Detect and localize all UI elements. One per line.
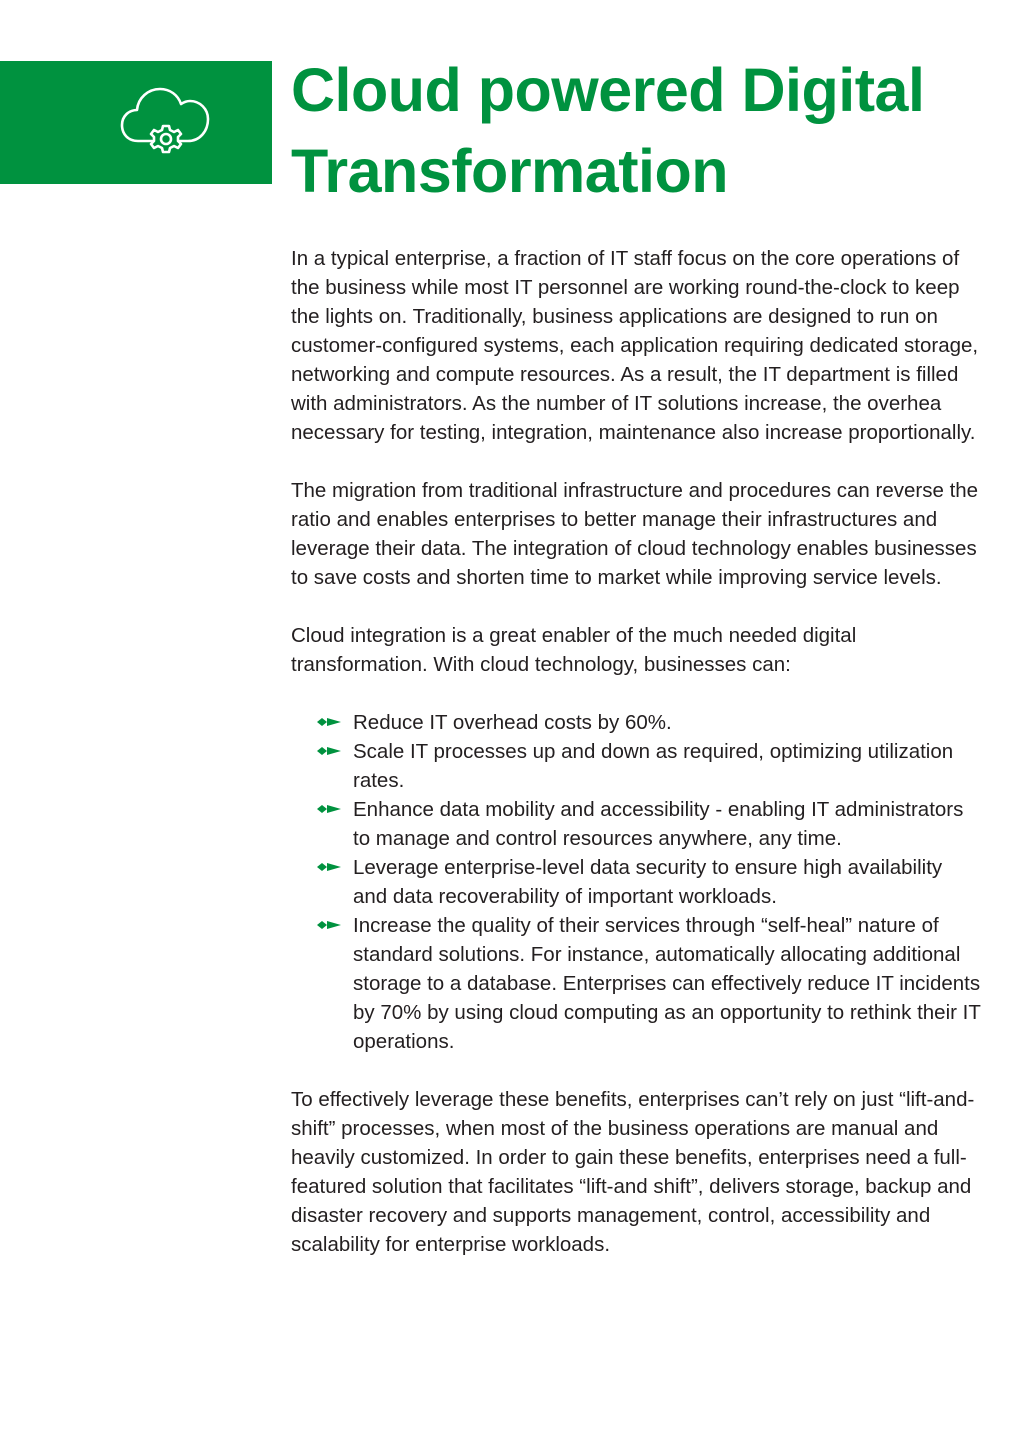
- arrow-bullet-icon: [317, 804, 341, 814]
- benefits-list: [291, 708, 981, 1056]
- arrow-bullet-icon: [317, 920, 341, 930]
- list-item: [353, 853, 981, 911]
- bullet-text: Scale IT processes up and down as required, optimizing utilization rates.: [353, 740, 954, 792]
- bullet-text: Reduce IT overhead costs by 60%.: [353, 711, 672, 734]
- arrow-bullet-icon: [317, 746, 341, 756]
- list-item: [353, 911, 981, 1056]
- list-item: [353, 737, 981, 795]
- article-body: [291, 244, 981, 1288]
- list-item: [353, 795, 981, 853]
- page-title: Cloud powered Digital Transformation: [291, 56, 925, 205]
- header-banner: [0, 61, 272, 184]
- arrow-bullet-icon: [317, 862, 341, 872]
- list-item: [353, 708, 981, 737]
- arrow-bullet-icon: [317, 717, 341, 727]
- bullet-text: Enhance data mobility and accessibility - enabling IT administrators to manage and control resources anywhere, any time.: [353, 798, 964, 850]
- benefits-lead-paragraph: Cloud integration is a great enabler of the much needed digital transformation. With cloud technology, businesses can:: [291, 624, 857, 676]
- cloud-gear-icon: [118, 79, 214, 167]
- closing-paragraph: To effectively leverage these benefits, enterprises can’t rely on just “lift-and-shift” processes, when most of the business operations are manual and heavily customized. In order to gain these benefits, enterprises need a full-featured solution that facilitates “lift-and shift”, delivers storage, backup and disaster recovery and supports management, control, accessibility and scalability for enterprise workloads.: [291, 1088, 975, 1256]
- bullet-text: Leverage enterprise-level data security to ensure high availability and data recoverability of important workloads.: [353, 856, 943, 908]
- intro-paragraph: In a typical enterprise, a fraction of IT staff focus on the core operations of the business while most IT personnel are working round-the-clock to keep the lights on. Traditionally, business applications are designed to run on customer-configured systems, each application requiring dedicated storage, networking and compute resources. As a result, the IT department is filled with administrators. As the number of IT solutions increase, the overhea necessary for testing, integration, maintenance also increase proportionally.: [291, 247, 979, 444]
- migration-paragraph: The migration from traditional infrastructure and procedures can reverse the ratio and enables enterprises to better manage their infrastructures and leverage their data. The integration of cloud technology enables businesses to save costs and shorten time to market while improving service levels.: [291, 479, 979, 589]
- bullet-text: Increase the quality of their services through “self-heal” nature of standard solutions. For instance, automatically allocating additional storage to a database. Enterprises can effectively reduce IT incidents by 70% by using cloud computing as an opportunity to rethink their IT operations.: [353, 914, 981, 1053]
